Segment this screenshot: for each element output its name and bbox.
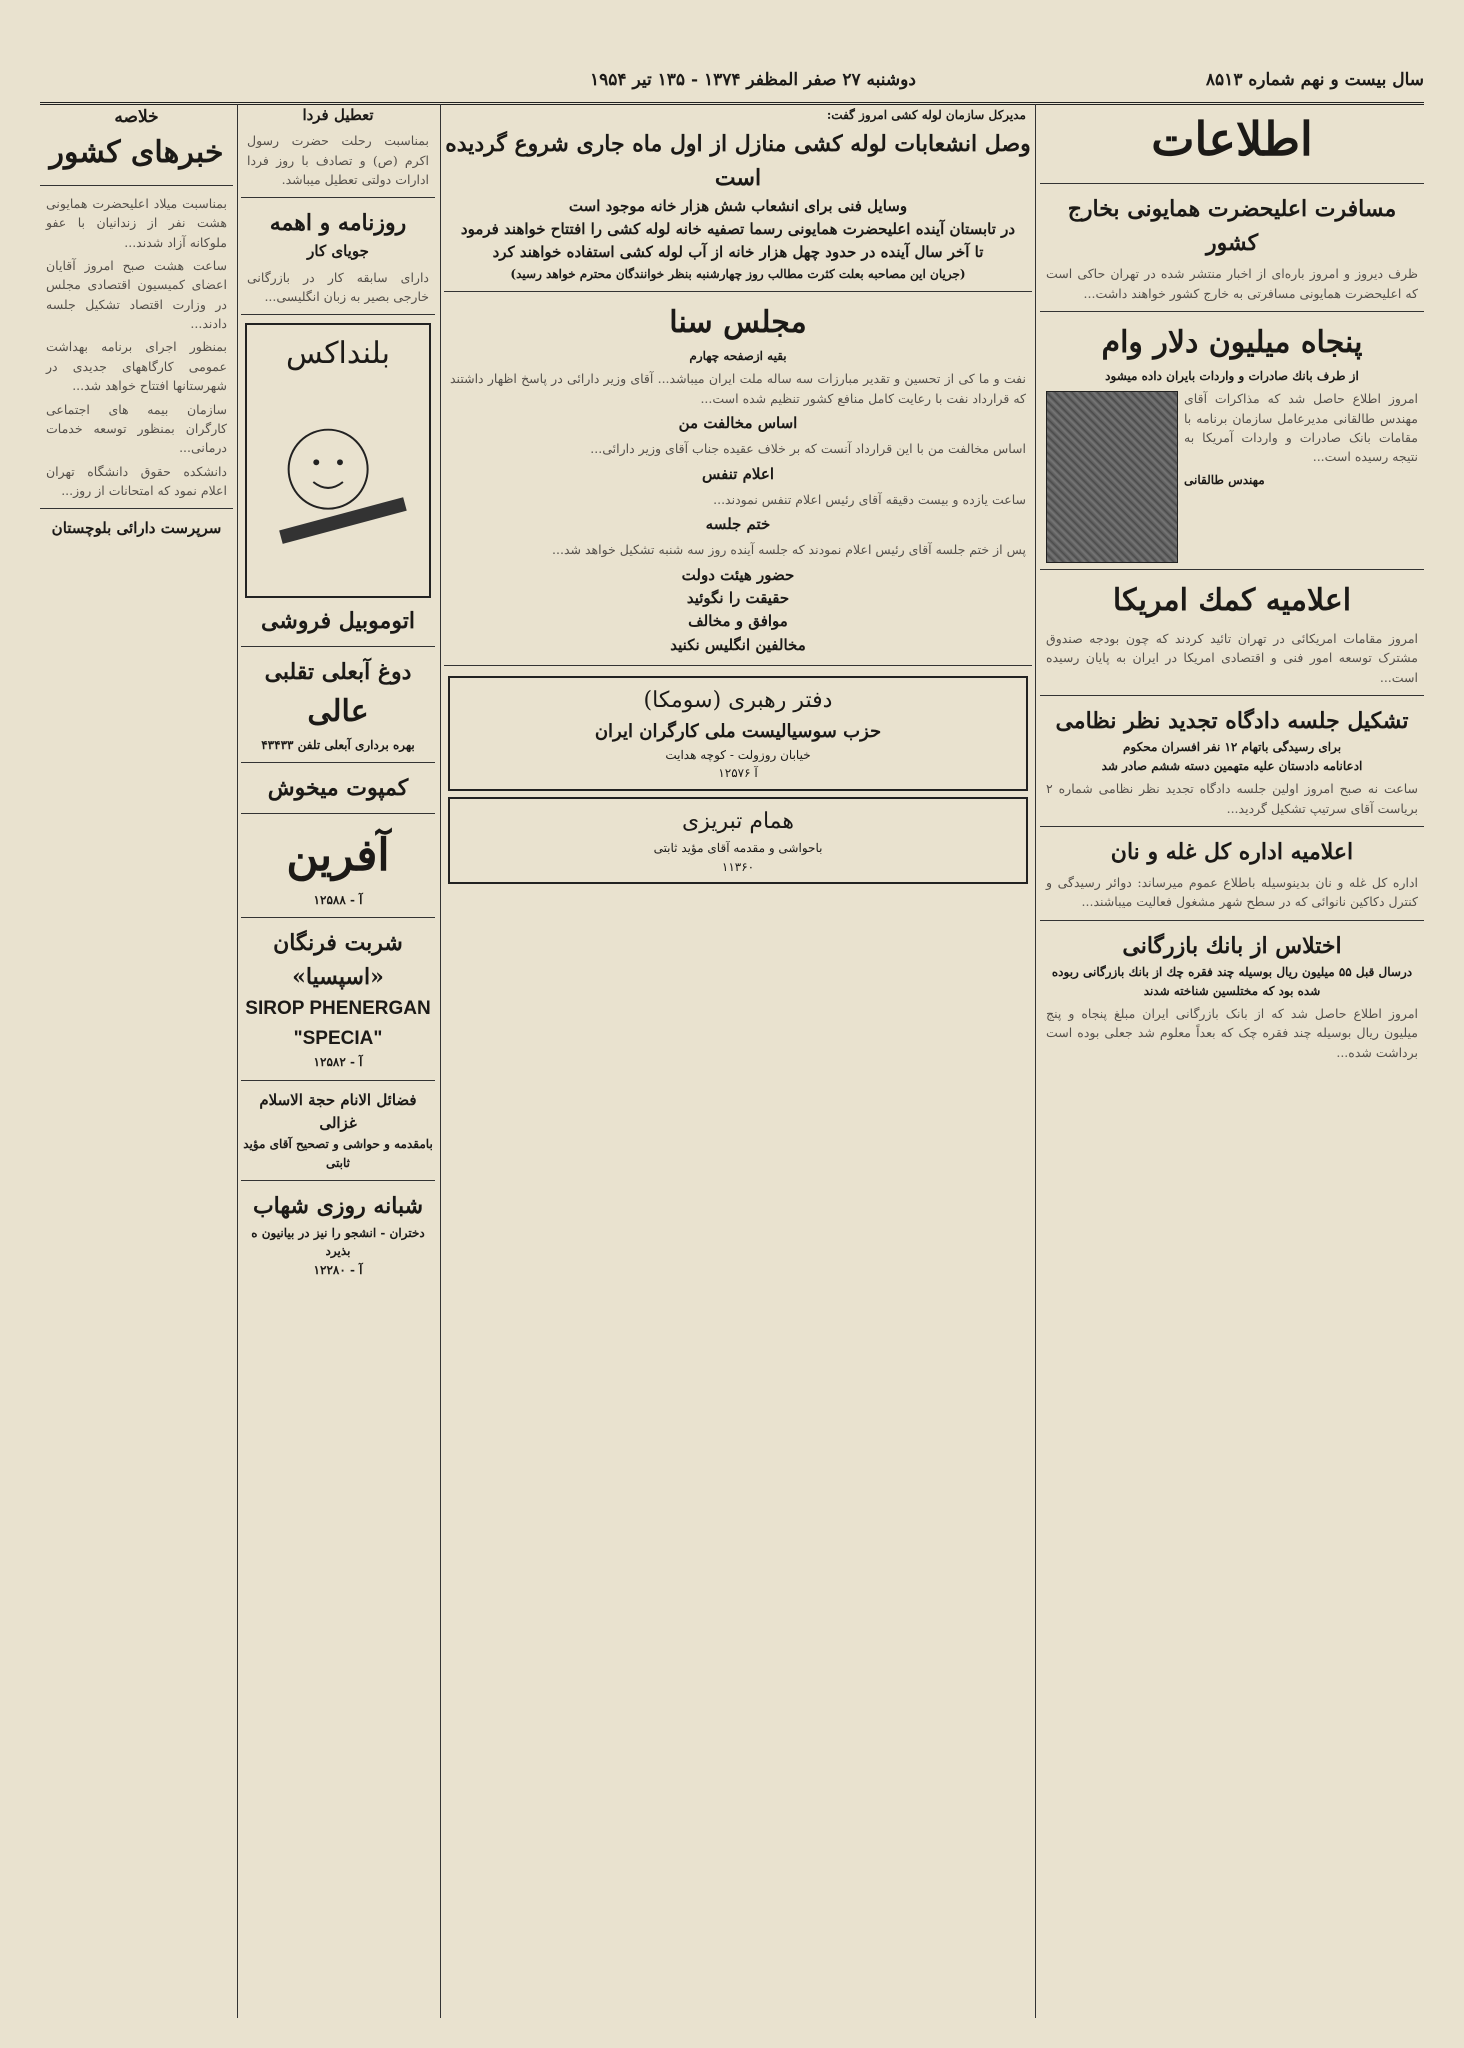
article-text: نفت و ما کی از تحسین و تقدیر مبارزات سه ساله ملت ایران میباشد... آقای وزیر دارائی در پاسخ اظهار داشتند که قرارداد نفت با رعایت کامل منافع کشور تنظیم شده است...: [450, 371, 1026, 406]
ad-blendax: [245, 323, 431, 598]
ad-shahab-sub: دختران - انشجو را نیز در بیانیون ه بذیرد: [251, 1225, 425, 1259]
headline-loan: پنجاه میلیون دلار وام: [1101, 325, 1363, 361]
ad-sumka-code: آ ۱۲۵۷۶: [718, 766, 758, 781]
article-text: ساعت نه صبح امروز اولین جلسه دادگاه تجدید نظر نظامی شماره ۲ بریاست آقای سرتیپ تشکیل گردید...: [1046, 781, 1418, 816]
headline-water-note: (جریان این مصاحبه بعلت کثرت مطالب روز چهارشنبه بنظر خوانندگان محترم خواهد رسید): [510, 266, 966, 281]
article-text: اساس مخالفت من با این قرارداد آنست که بر خلاف عقیده جناب آقای وزیر دارائی...: [590, 441, 1026, 457]
headline-embezzlement-sub: درسال قبل ۵۵ میلیون ریال بوسیله چند فقره چك از بانك بازرگانی ربوده شده بود که مختلسین شناخته شدند: [1051, 964, 1413, 998]
article-text: سازمان بیمه های اجتماعی کارگران بمنظور توسعه خدمات درمانی...: [46, 401, 227, 456]
ad-blendax-title: بلنداکس: [286, 336, 390, 372]
kholaseh-label: خلاصه: [114, 107, 159, 127]
issue-number: سال بیست و نهم شماره ۸۵۱۳: [1205, 70, 1424, 90]
headline-baluchistan: سرپرست دارائی بلوچستان: [51, 519, 222, 538]
column-center: [444, 104, 1032, 2028]
ad-shahab-code: آ - ۱۲۲۸۰: [313, 1262, 363, 1277]
kicker: مدیرکل سازمان لوله کشی امروز گفت:: [826, 108, 1026, 122]
senate-continued: بقیه ازصفحه چهارم: [689, 348, 787, 363]
article-text: دانشکده حقوق دانشگاه تهران اعلام نمود که امتحانات از روز...: [46, 463, 227, 499]
subhead-pro-con: موافق و مخالف: [688, 612, 788, 631]
headline-us-aid: اعلامیه کمك امریکا: [1112, 583, 1352, 619]
ad-dogh-title: دوغ آبعلی تقلبی: [264, 659, 412, 686]
column-rule: [237, 104, 238, 2018]
ad-dogh-big: عالی: [307, 694, 369, 730]
headline-royal-trip: مسافرت اعلیحضرت همایونی بخارج کشور: [1067, 196, 1397, 257]
headline-embezzlement: اختلاس از بانك بازرگانی: [1122, 932, 1342, 959]
ad-hammam-code: ۱۱۳۶۰: [721, 859, 755, 874]
article-text: پس از ختم جلسه آقای رئیس اعلام نمودند که جلسه آینده روز سه شنبه تشکیل خواهد شد...: [552, 542, 1026, 558]
column-right: [1040, 104, 1424, 2028]
ad-afarin-code: آ - ۱۲۵۸۸: [313, 892, 363, 907]
article-text: دارای سابقه کار در بازرگانی خارجی بصیر به زبان انگلیسی...: [247, 269, 429, 305]
subhead-cabinet: حضور هیئت دولت: [681, 565, 795, 584]
ad-sumka-title: دفتر رهبری (سومکا): [643, 687, 833, 713]
article-text: ساعت یازده و بیست دقیقه آقای رئیس اعلام تنفس نمودند...: [713, 491, 1026, 507]
ad-auto-title: اتوموبیل فروشی: [261, 607, 415, 634]
subhead-opponents: مخالفین انگلیس نکنید: [670, 635, 806, 654]
headline-military-court-sub2: ادعانامه دادستان علیه متهمین دسته ششم صادر شد: [1101, 758, 1363, 773]
headline-water-2: وسایل فنی برای انشعاب شش هزار خانه موجود است: [568, 196, 908, 215]
ad-hammam: [448, 797, 1028, 884]
article-text: امروز اطلاع حاصل شد که از بانک بازرگانی ایران مبلغ پنجاه و پنج میلیون ریال بوسیله چند فقره چک که بعداً معلوم شد جعلی بوده است برداشت شده...: [1046, 1006, 1418, 1060]
ad-fazael-sub: بامقدمه و حواشی و تصحیح آقای مؤید ثابتی: [243, 1137, 433, 1170]
headline-country-news: خبرهای کشور: [49, 135, 224, 171]
toothbrush-illustration: [259, 384, 417, 584]
ad-hammam-sub: باحواشی و مقدمه آقای مؤید ثابتی: [653, 841, 823, 856]
headline-loan-sub: از طرف بانك صادرات و واردات بایران داده میشود: [1105, 368, 1359, 383]
ad-fazael-title: فضائل الانام حجة الاسلام غزالی: [259, 1090, 417, 1133]
column-rule: [440, 104, 441, 2018]
ad-hammam-title: همام تبریزی: [681, 809, 795, 835]
column-ads: [241, 104, 435, 2028]
photo-caption: مهندس طالقانی: [1184, 472, 1265, 487]
portrait-photo: [1046, 391, 1178, 563]
ad-sumka-address: خیابان روزولت - کوچه هدایت: [665, 747, 811, 762]
headline-job: جویای کار: [307, 242, 369, 261]
masthead: [40, 58, 1424, 105]
column-left: [40, 104, 233, 2028]
article-text: بمنظور اجرای برنامه بهداشت عمومی کارگاههای جدیدی در شهرستانها افتتاح خواهد شد...: [46, 339, 227, 394]
headline-holiday: تعطیل فردا: [302, 106, 374, 124]
ad-sumka-party: حزب سوسیالیست ملی کارگران ایران: [594, 720, 882, 742]
headline-senate: مجلس سنا: [669, 305, 807, 341]
headline-military-court-sub: برای رسیدگی باتهام ۱۲ نفر افسران محکوم: [1122, 740, 1342, 755]
ad-afarin-title: آفرین: [286, 830, 390, 882]
headline-water-4: تا آخر سال آینده در حدود چهل هزار خانه از آب لوله کشی استفاده خواهند کرد: [492, 243, 984, 262]
article-text: امروز اطلاع حاصل شد که مذاکرات آقای مهندس طالقانی مدیرعامل سازمان برنامه با مقامات بانک صادرات و واردات آمریکا به نتیجه رسیده است...: [1184, 391, 1418, 465]
article-text: اداره کل غله و نان بدینوسیله باطلاع عموم میرساند: دوائر رسیدگی و کنترل دکاکین نانوائی که در سطح شهر مشغول فعالیت میباشند...: [1046, 875, 1418, 910]
headline-water-3: در تابستان آینده اعلیحضرت همایونی رسما تصفیه خانه لوله کشی را افتتاح خواهند فرمود: [460, 220, 1016, 239]
headline-military-court: تشکیل جلسه دادگاه تجدید نظر نظامی: [1055, 707, 1409, 734]
issue-date: دوشنبه ۲۷ صفر المظفر ۱۳۷۴ - ۱۳۵ تیر ۱۹۵۴: [590, 70, 916, 90]
ad-dogh-phone: بهره برداری آبعلی تلفن ۴۳۴۳۳: [261, 737, 415, 752]
headline-journal: روزنامه و اهمه: [269, 210, 407, 237]
ad-sirop-title: شربت فرنگان «اسپسیا»: [273, 930, 403, 991]
subhead-opposition: اساس مخالفت من: [678, 413, 798, 432]
ad-sirop-code: آ - ۱۲۵۸۲: [313, 1055, 363, 1070]
article-text: ظرف دیروز و امروز باره‌ای از اخبار منتشر شده در تهران حاکی است که اعلیحضرت همایونی مسافرتی به خارج کشور خواهند داشت...: [1046, 266, 1418, 301]
article-text: ساعت هشت صبح امروز آقایان اعضای کمیسیون اقتصادی مجلس در وزارت اقتصاد تشکیل جلسه دادند...: [46, 257, 227, 332]
ad-kompot-title: کمپوت میخوش: [267, 775, 409, 802]
article-text: بمناسبت رحلت حضرت رسول اکرم (ص) و تصادف با روز فردا ادارات دولتی تعطیل میباشد.: [247, 133, 429, 187]
column-rule: [1035, 104, 1036, 2018]
article-text: امروز مقامات امریکائی در تهران تائید کردند که چون بودجه صندوق مشترک توسعه امور فنی و اقتصادی امریکا در ایران به پایان رسیده است...: [1046, 630, 1418, 685]
headline-water: وصل انشعابات لوله کشی منازل از اول ماه جاری شروع گردیده است: [445, 130, 1031, 191]
subhead-truth: حقیقت را نگوئید: [686, 589, 790, 608]
newspaper-logo: اطلاعات: [1151, 112, 1313, 166]
subhead-recess: اعلام تنفس: [702, 464, 774, 483]
article-text: بمناسبت میلاد اعلیحضرت همایونی هشت نفر از زندانیان با عفو ملوکانه آزاد شدند...: [46, 195, 227, 250]
ad-sirop-latin: SIROP PHENERGAN "SPECIA": [245, 998, 431, 1049]
headline-grain: اعلامیه اداره کل غله و نان: [1110, 838, 1354, 865]
subhead-session-end: ختم جلسه: [705, 515, 771, 534]
ad-sumka: [448, 676, 1028, 791]
ad-shahab-title: شبانه روزی شهاب: [252, 1193, 424, 1220]
